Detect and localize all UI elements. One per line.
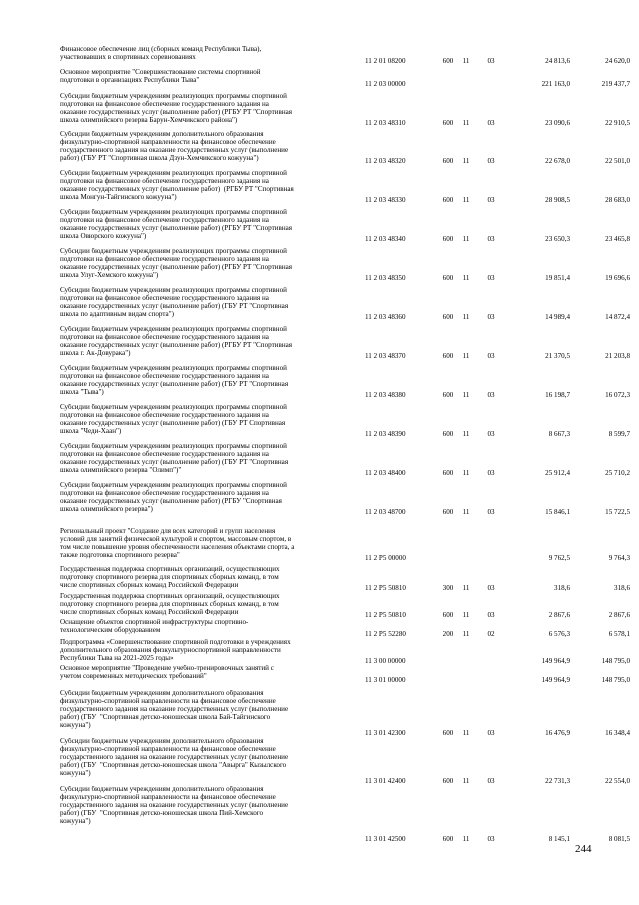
row-amount-2: 148 795,0 — [601, 657, 630, 665]
row-amount-1: 2 867,6 — [548, 611, 570, 619]
row-amount-2: 8 081,5 — [608, 835, 630, 843]
row-rz: 11 — [462, 235, 470, 243]
row-amount-2: 219 437,7 — [601, 80, 630, 88]
row-amount-1: 19 851,4 — [545, 274, 570, 282]
row-amount-1: 149 964,9 — [541, 676, 570, 684]
row-amount-1: 23 650,3 — [545, 235, 570, 243]
row-description: Субсидии бюджетным учреждениям дополнительного образования физкультурно-спортивной направленности на финансовое обеспечение государственного задания на оказание государственных услуг (выполнение работ) (ГБУ РТ "Спортивная школа Дзун-Хемчикского кожууна") — [60, 131, 289, 162]
row-code: 11 3 00 00000 — [365, 657, 406, 665]
row-description: Субсидии бюджетным учреждениям реализующих программы спортивной подготовки на финансовое обеспечение государственного задания на оказание государственных услуг (выполнение работ) (РГБУ РТ "Спортивная школа Монгун-Тайгинского кожууна") — [60, 170, 294, 201]
row-pr: 03 — [487, 391, 495, 399]
row-vr: 600 — [442, 352, 454, 360]
row-pr: 03 — [487, 57, 495, 65]
row-code: 11 2 03 48340 — [365, 235, 406, 243]
row-description: Субсидии бюджетным учреждениям реализующих программы спортивной подготовки на финансовое обеспечение государственного задания на оказание государственных услуг (выполнение работ) (РГБУ РТ "Спортивная школа Улуг-Хемского кожууна") — [60, 248, 293, 279]
row-vr: 200 — [442, 630, 454, 638]
row-code: 11 3 01 00000 — [365, 676, 406, 684]
row-rz: 11 — [462, 835, 470, 843]
row-vr: 300 — [442, 584, 454, 592]
row-vr: 600 — [442, 196, 454, 204]
row-description: Субсидии бюджетным учреждениям дополнительного образования физкультурно-спортивной направленности на финансовое обеспечение государственного задания на оказание государственных услуг (выполнение работ) (ГБУ "Спортивная детско-юношеская школа "Авырга" Кызылского кожууна") — [60, 738, 289, 777]
row-code: 11 3 01 42500 — [365, 835, 406, 843]
row-pr: 03 — [487, 508, 495, 516]
row-amount-2: 21 203,8 — [605, 352, 630, 360]
row-rz: 11 — [462, 584, 470, 592]
row-vr: 600 — [442, 119, 454, 127]
row-pr: 03 — [487, 584, 495, 592]
row-rz: 11 — [462, 508, 470, 516]
row-rz: 11 — [462, 119, 470, 127]
row-amount-1: 22 678,0 — [545, 157, 570, 165]
row-pr: 03 — [487, 313, 495, 321]
row-code: 11 2 P5 52280 — [365, 630, 406, 638]
row-amount-2: 16 072,3 — [605, 391, 630, 399]
row-code: 11 2 03 48310 — [365, 119, 406, 127]
row-description: Подпрограмма «Совершенствование спортивной подготовки в учреждениях дополнительного образования физкультурноспортивной направленности Республики Тыва на 2021-2025 годы» — [60, 639, 291, 662]
row-code: 11 2 03 48380 — [365, 391, 406, 399]
row-rz: 11 — [462, 274, 470, 282]
row-vr: 600 — [442, 430, 454, 438]
row-amount-1: 318,6 — [554, 584, 570, 592]
row-amount-2: 22 501,0 — [605, 157, 630, 165]
row-description: Государственная поддержка спортивных организаций, осуществляющих подготовку спортивного резерва для спортивных сборных команд, в том числе спортивных сборных команд Российской Федерации — [60, 566, 280, 589]
row-amount-1: 25 912,4 — [545, 469, 570, 477]
row-description: Субсидии бюджетным учреждениям реализующих программы спортивной подготовки на финансовое обеспечение государственного задания на оказание государственных услуг (выполнение работ) (РГБУ РТ "Спортивная школа олимпийского резерва Барун-Хемчикского района") — [60, 93, 293, 124]
row-pr: 03 — [487, 611, 495, 619]
row-code: 11 2 P5 50810 — [365, 611, 406, 619]
row-pr: 03 — [487, 469, 495, 477]
row-amount-2: 2 867,6 — [608, 611, 630, 619]
row-vr: 600 — [442, 274, 454, 282]
row-amount-1: 149 964,9 — [541, 657, 570, 665]
row-amount-1: 21 370,5 — [545, 352, 570, 360]
row-amount-2: 28 683,0 — [605, 196, 630, 204]
row-description: Основное мероприятие "Проведение учебно-тренировочных занятий с учетом современных методических требований" — [60, 665, 274, 680]
row-amount-1: 22 731,3 — [545, 777, 570, 785]
row-code: 11 2 P5 50810 — [365, 584, 406, 592]
row-vr: 600 — [442, 777, 454, 785]
row-amount-1: 16 476,9 — [545, 729, 570, 737]
row-rz: 11 — [462, 352, 470, 360]
row-rz: 11 — [462, 611, 470, 619]
row-rz: 11 — [462, 391, 470, 399]
row-rz: 11 — [462, 630, 470, 638]
row-description: Субсидии бюджетным учреждениям реализующих программы спортивной подготовки на финансовое обеспечение государственного задания на оказание государственных услуг (выполнение работ) (ГБУ РТ Спортивная школа "Чеди-Хаан") — [60, 404, 287, 435]
row-description: Субсидии бюджетным учреждениям дополнительного образования физкультурно-спортивной направленности на финансовое обеспечение государственного задания на оказание государственных услуг (выполнение работ) (ГБУ "Спортивная детско-юношеская школа Пий-Хемского кожууна") — [60, 786, 289, 825]
row-description: Основное мероприятие "Совершенствование системы спортивной подготовки в организациях Республики Тыва" — [60, 69, 261, 84]
row-rz: 11 — [462, 196, 470, 204]
row-description: Субсидии бюджетным учреждениям реализующих программы спортивной подготовки на финансовое обеспечение государственного задания на оказание государственных услуг (выполнение работ) (РГБУ "Спортивная школа олимпийского резерва") — [60, 482, 287, 513]
row-amount-1: 6 576,3 — [548, 630, 570, 638]
row-amount-2: 22 554,0 — [605, 777, 630, 785]
row-pr: 03 — [487, 196, 495, 204]
row-pr: 03 — [487, 835, 495, 843]
row-description: Субсидии бюджетным учреждениям дополнительного образования физкультурно-спортивной направленности на финансовое обеспечение государственного задания на оказание государственных услуг (выполнение работ) (ГБУ "Спортивная детско-юношеская школа Бай-Тайгинского кожууна") — [60, 690, 289, 729]
row-amount-1: 8 145,1 — [548, 835, 570, 843]
row-rz: 11 — [462, 777, 470, 785]
row-amount-2: 24 620,0 — [605, 57, 630, 65]
row-vr: 600 — [442, 469, 454, 477]
row-pr: 03 — [487, 157, 495, 165]
row-code: 11 2 03 48350 — [365, 274, 406, 282]
row-amount-2: 16 348,4 — [605, 729, 630, 737]
row-description: Субсидии бюджетным учреждениям реализующих программы спортивной подготовки на финансовое обеспечение государственного задания на оказание государственных услуг (выполнение работ) (ГБУ РТ "Спортивная школа олимпийского резерва "Олимп")" — [60, 443, 289, 474]
row-pr: 03 — [487, 119, 495, 127]
row-amount-2: 15 722,5 — [605, 508, 630, 516]
row-pr: 03 — [487, 729, 495, 737]
row-pr: 03 — [487, 352, 495, 360]
row-rz: 11 — [462, 313, 470, 321]
row-amount-1: 8 667,3 — [548, 430, 570, 438]
row-amount-1: 14 989,4 — [545, 313, 570, 321]
row-vr: 600 — [442, 508, 454, 516]
row-code: 11 2 03 48360 — [365, 313, 406, 321]
row-vr: 600 — [442, 57, 454, 65]
row-vr: 600 — [442, 391, 454, 399]
row-description: Субсидии бюджетным учреждениям реализующих программы спортивной подготовки на финансовое обеспечение государственного задания на оказание государственных услуг (выполнение работ) (ГБУ РТ "Спортивная школа по адаптивным видам спорта") — [60, 287, 289, 318]
row-amount-2: 14 872,4 — [605, 313, 630, 321]
row-rz: 11 — [462, 157, 470, 165]
row-vr: 600 — [442, 235, 454, 243]
row-code: 11 2 P5 00000 — [365, 554, 406, 562]
row-amount-1: 24 813,6 — [545, 57, 570, 65]
row-description: Субсидии бюджетным учреждениям реализующих программы спортивной подготовки на финансовое обеспечение государственного задания на оказание государственных услуг (выполнение работ) (ГБУ РТ "Спортивная школа "Тыва") — [60, 365, 289, 396]
row-amount-2: 25 710,2 — [605, 469, 630, 477]
row-code: 11 2 03 48390 — [365, 430, 406, 438]
row-amount-1: 28 908,5 — [545, 196, 570, 204]
row-rz: 11 — [462, 430, 470, 438]
row-code: 11 2 03 48700 — [365, 508, 406, 516]
row-code: 11 3 01 42400 — [365, 777, 406, 785]
row-vr: 600 — [442, 729, 454, 737]
row-amount-1: 9 762,5 — [548, 554, 570, 562]
row-amount-2: 23 465,8 — [605, 235, 630, 243]
row-code: 11 2 03 48330 — [365, 196, 406, 204]
row-description: Финансовое обеспечение лиц (сборных команд Республики Тыва), участвовавших в спортивных соревнованиях — [60, 46, 262, 61]
row-code: 11 3 01 42300 — [365, 729, 406, 737]
page-number: 244 — [575, 843, 592, 855]
row-code: 11 2 03 48320 — [365, 157, 406, 165]
row-pr: 03 — [487, 274, 495, 282]
row-amount-2: 6 578,1 — [608, 630, 630, 638]
row-amount-2: 19 696,6 — [605, 274, 630, 282]
row-amount-2: 148 795,0 — [601, 676, 630, 684]
row-vr: 600 — [442, 835, 454, 843]
row-code: 11 2 01 08200 — [365, 57, 406, 65]
row-amount-1: 23 090,6 — [545, 119, 570, 127]
row-pr: 03 — [487, 430, 495, 438]
row-amount-2: 22 910,5 — [605, 119, 630, 127]
row-vr: 600 — [442, 611, 454, 619]
row-amount-1: 221 163,0 — [541, 80, 570, 88]
row-rz: 11 — [462, 729, 470, 737]
row-rz: 11 — [462, 57, 470, 65]
row-description: Оснащение объектов спортивной инфраструктуры спортивно- технологическим оборудованием — [60, 619, 249, 634]
row-code: 11 2 03 48370 — [365, 352, 406, 360]
row-code: 11 2 03 48400 — [365, 469, 406, 477]
row-pr: 02 — [487, 630, 495, 638]
row-amount-2: 9 764,3 — [608, 554, 630, 562]
row-code: 11 2 03 00000 — [365, 80, 406, 88]
row-vr: 600 — [442, 157, 454, 165]
row-amount-1: 15 846,1 — [545, 508, 570, 516]
row-description: Государственная поддержка спортивных организаций, осуществляющих подготовку спортивного резерва для спортивных сборных команд, в том числе спортивных сборных команд Российской Федерации — [60, 593, 280, 616]
row-description: Региональный проект "Создание для всех категорий и групп населения условий для занятий физической культурой и спортом, массовым спортом, в том числе повышение уровня обеспеченности населения объектами спорта, а также подготовка спортивного резерва" — [60, 528, 295, 559]
row-description: Субсидии бюджетным учреждениям реализующих программы спортивной подготовки на финансовое обеспечение государственного задания на оказание государственных услуг (выполнение работ) (РГБУ РТ "Спортивная школа Овюрского кожууна") — [60, 209, 293, 240]
row-amount-2: 318,6 — [614, 584, 630, 592]
row-amount-2: 8 599,7 — [608, 430, 630, 438]
row-vr: 600 — [442, 313, 454, 321]
row-rz: 11 — [462, 469, 470, 477]
row-pr: 03 — [487, 777, 495, 785]
row-description: Субсидии бюджетным учреждениям реализующих программы спортивной подготовки на финансовое обеспечение государственного задания на оказание государственных услуг (выполнение работ) (РГБУ РТ "Спортивная школа г. Ак-Довурака") — [60, 326, 293, 357]
row-amount-1: 16 198,7 — [545, 391, 570, 399]
row-pr: 03 — [487, 235, 495, 243]
